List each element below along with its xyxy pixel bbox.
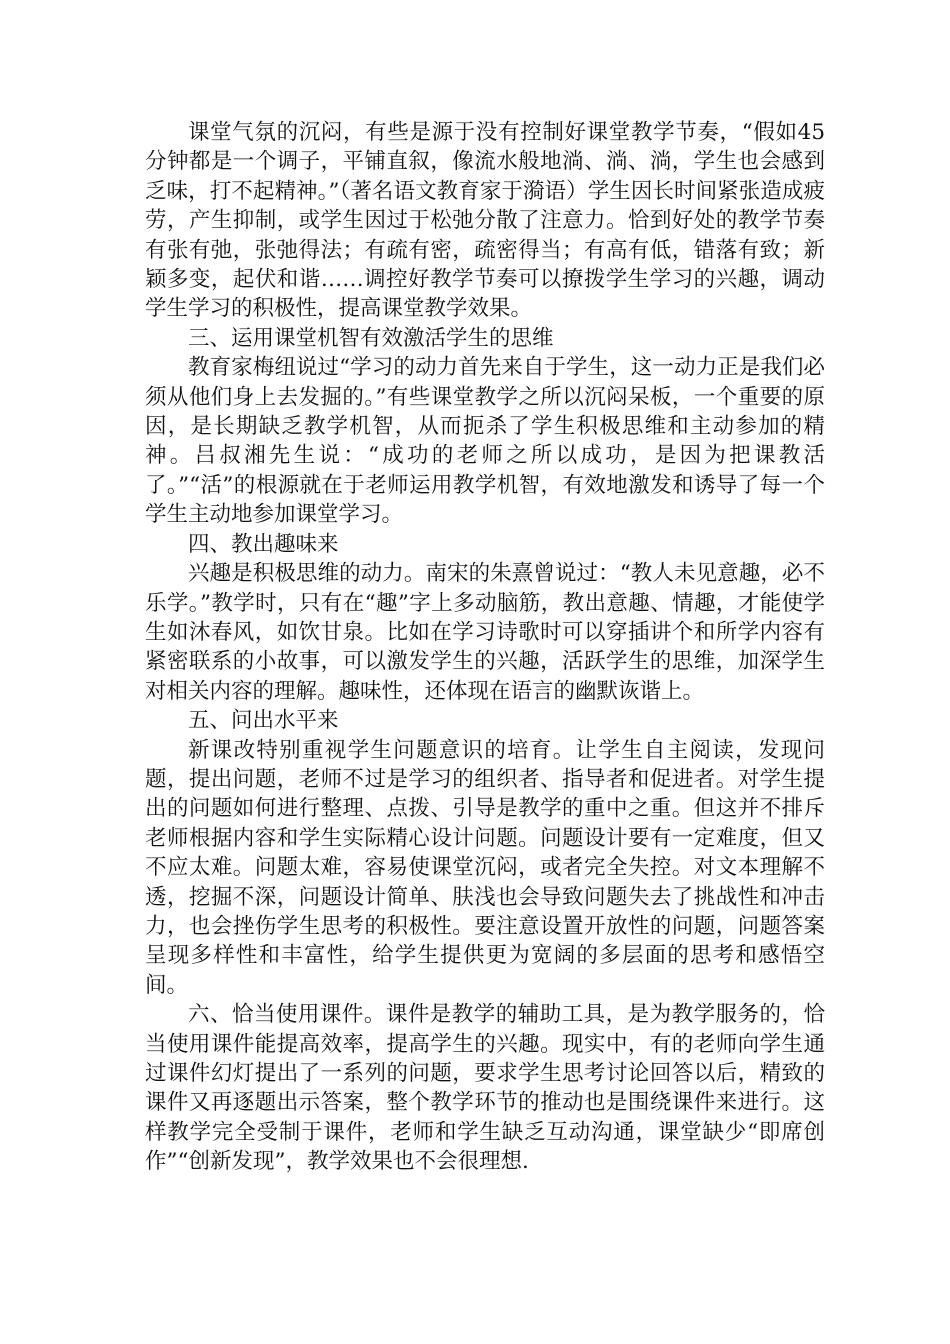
paragraph-interest: 兴趣是积极思维的动力。南宋的朱熹曾说过：“教人未见意趣，必不乐学。”教学时，只有在“趣”字上多动脑筋，教出意趣、情趣，才能使学生如沐春风，如饮甘泉。比如在学习诗歌时可以穿插讲个和所学内容有紧密联系的小故事，可以激发学生的兴趣，活跃学生的思维，加深学生对相关内容的理解。趣味性，还体现在语言的幽默诙谐上。 <box>145 561 825 704</box>
paragraph-questioning: 新课改特别重视学生问题意识的培育。让学生自主阅读，发现问题，提出问题，老师不过是学习的组织者、指导者和促进者。对学生提出的问题如何进行整理、点拨、引导是教学的重中之重。但这并不排斥老师根据内容和学生实际精心设计问题。问题设计要有一定难度，但又不应太难。问题太难，容易使课堂沉闷，或者完全失控。对文本理解不透，挖掘不深，问题设计简单、肤浅也会导致问题失去了挑战性和冲击力，也会挫伤学生思考的积极性。要注意设置开放性的问题，问题答案呈现多样性和丰富性，给学生提供更为宽阔的多层面的思考和感悟空间。 <box>145 737 825 998</box>
paragraph-courseware: 六、恰当使用课件。课件是教学的辅助工具，是为教学服务的，恰当使用课件能提高效率，提高学生的兴趣。现实中，有的老师向学生通过课件幻灯提出了一系列的问题，要求学生思考讨论回答以后，精致的课件又再逐题出示答案，整个教学环节的推动也是围绕课件来进行。这样教学完全受制于课件，老师和学生缺乏互动沟通，课堂缺少“即席创作”“创新发现”，教学效果也不会很理想. <box>145 1002 825 1175</box>
document-body <box>145 118 825 1177</box>
section-heading-interest: 四、教出趣味来 <box>188 531 339 557</box>
paragraph-classroom-rhythm: 课堂气氛的沉闷，有些是源于没有控制好课堂教学节奏，“假如45分钟都是一个调子，平铺直叙，像流水般地淌、淌、淌，学生也会感到乏味，打不起精神。”（著名语文教育家于漪语）学生因长时间紧张造成疲劳，产生抑制，或学生因过于松弛分散了注意力。恰到好处的教学节奏有张有弛，张弛得法；有疏有密，疏密得当；有高有低，错落有致；新颖多变，起伏和谐……调控好教学节奏可以撩拨学生学习的兴趣，调动学生学习的积极性，提高课堂教学效果。 <box>145 120 825 322</box>
section-heading-classroom-wit: 三、运用课堂机智有效激活学生的思维 <box>188 325 554 351</box>
paragraph-teaching-wit: 教育家梅纽说过“学习的动力首先来自于学生，这一动力正是我们必须从他们身上去发掘的。”有些课堂教学之所以沉闷呆板，一个重要的原因，是长期缺乏教学机智，从而扼杀了学生积极思维和主动参加的精神。吕叔湘先生说：“成功的老师之所以成功，是因为把课教活了。”“活”的根源就在于老师运用教学机智，有效地激发和诱导了每一个学生主动地参加课堂学习。 <box>145 355 825 528</box>
section-heading-questioning: 五、问出水平来 <box>188 708 339 734</box>
